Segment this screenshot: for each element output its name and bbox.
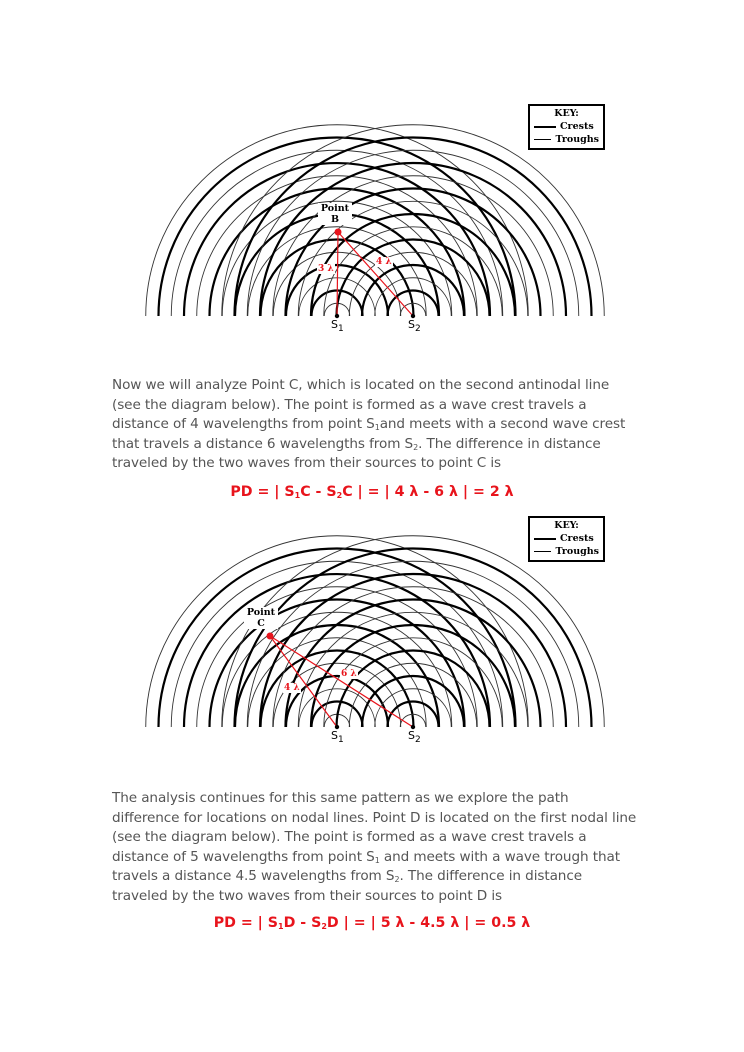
- text-span: . The difference in distance: [399, 868, 582, 885]
- legend-item-crests: [534, 532, 599, 545]
- subscript: 2: [321, 922, 327, 931]
- trough-arc: [222, 612, 452, 727]
- point-label-letter: B: [330, 214, 340, 225]
- distance-label-s1: 4 λ: [284, 683, 300, 693]
- thick-line-icon: [534, 126, 556, 128]
- trough-arc: [273, 587, 554, 727]
- point-marker-icon: [335, 229, 342, 236]
- text-span: and meets with a wave trough that: [379, 848, 620, 865]
- formula-part: C | = | 4 λ - 6 λ | = 2 λ: [342, 484, 514, 500]
- text-line: traveled by the two waves from their sources to point D is: [112, 887, 503, 904]
- point-b-label: [318, 203, 352, 225]
- text-line: (see the diagram below). The point is formed as a wave crest travels a: [112, 829, 587, 846]
- trough-arc: [197, 587, 478, 727]
- subscript: 1: [374, 855, 380, 865]
- wave-interference-pattern-2: [0, 505, 744, 755]
- source-index: 2: [414, 735, 421, 746]
- trough-arc: [273, 176, 554, 316]
- legend-troughs-label: Troughs: [555, 546, 599, 557]
- text-line: (see the diagram below). The point is formed as a wave crest travels a: [112, 396, 587, 413]
- interference-diagram-point-c: [0, 505, 744, 755]
- text-span: travels a distance 4.5 wavelengths from S: [112, 868, 395, 885]
- text-line: The analysis continues for this same pattern as we explore the path: [112, 790, 569, 806]
- point-label-word: Point: [320, 203, 350, 214]
- formula-part: D | = | 5 λ - 4.5 λ | = 0.5 λ: [326, 915, 531, 931]
- source-letter: S: [331, 729, 338, 742]
- legend-troughs-label: Troughs: [555, 134, 599, 145]
- distance-label-s1: 3 λ: [318, 264, 334, 274]
- point-marker-icon: [267, 633, 274, 640]
- source-s2-label: [408, 729, 421, 745]
- thin-line-icon: [534, 139, 551, 140]
- legend-title: KEY:: [554, 520, 579, 531]
- source-letter: S: [408, 729, 415, 742]
- paragraph-point-c: [112, 376, 642, 474]
- source-index: 2: [414, 324, 421, 335]
- text-line: Now we will analyze Point C, which is located on the second antinodal line: [112, 377, 610, 393]
- path-difference-formula-d: [0, 915, 744, 931]
- interference-diagram-point-b: [0, 0, 744, 345]
- source-letter: S: [331, 318, 338, 331]
- source-index: 1: [337, 324, 344, 335]
- legend-key-2: [528, 516, 605, 562]
- text-line: [112, 415, 642, 435]
- text-span: that travels a distance 6 wavelengths from S: [112, 435, 414, 452]
- source-index: 1: [337, 735, 344, 746]
- distance-label-s2: 6 λ: [341, 669, 357, 679]
- source-s1-label: [331, 729, 344, 745]
- thick-line-icon: [534, 538, 556, 540]
- text-span: . The difference in distance: [418, 435, 601, 452]
- formula-part: PD = | S: [213, 915, 278, 931]
- trough-arc: [298, 612, 528, 727]
- text-line: [112, 867, 642, 887]
- thin-line-icon: [534, 551, 551, 552]
- point-label-letter: C: [257, 618, 265, 629]
- legend-item-troughs: [534, 133, 599, 146]
- subscript: 2: [336, 491, 343, 500]
- legend-item-troughs: [534, 545, 599, 558]
- subscript: 1: [374, 423, 380, 433]
- subscript: 2: [413, 442, 419, 452]
- text-line: difference for locations on nodal lines. Point D is located on the first nodal line: [112, 809, 637, 826]
- source-s2-label: [408, 318, 421, 334]
- legend-item-crests: [534, 120, 599, 133]
- subscript: 1: [278, 922, 284, 931]
- text-span: distance of 4 wavelengths from point S: [112, 416, 375, 433]
- legend-key-1: [528, 104, 605, 150]
- point-label-word: Point: [246, 607, 276, 618]
- formula-part: PD = | S: [230, 484, 295, 500]
- path-difference-formula-c: [0, 484, 744, 500]
- formula-part: D - S: [283, 915, 322, 931]
- legend-crests-label: Crests: [560, 533, 594, 544]
- subscript: 1: [294, 491, 301, 500]
- subscript: 2: [394, 875, 400, 885]
- text-line: traveled by the two waves from their sources to point C is: [112, 455, 502, 472]
- formula-part: C - S: [300, 484, 337, 500]
- source-letter: S: [408, 318, 415, 331]
- text-span: and meets with a second wave crest: [379, 416, 626, 433]
- distance-label-s2: 4 λ: [376, 257, 392, 267]
- text-line: [112, 435, 642, 455]
- text-line: [112, 848, 642, 868]
- legend-title: KEY:: [554, 108, 579, 119]
- wave-interference-pattern-1: [0, 0, 744, 345]
- source-s1-label: [331, 318, 344, 334]
- legend-crests-label: Crests: [560, 121, 594, 132]
- point-c-label: [244, 607, 278, 629]
- paragraph-point-d: [112, 789, 642, 907]
- text-span: distance of 5 wavelengths from point S: [112, 848, 375, 865]
